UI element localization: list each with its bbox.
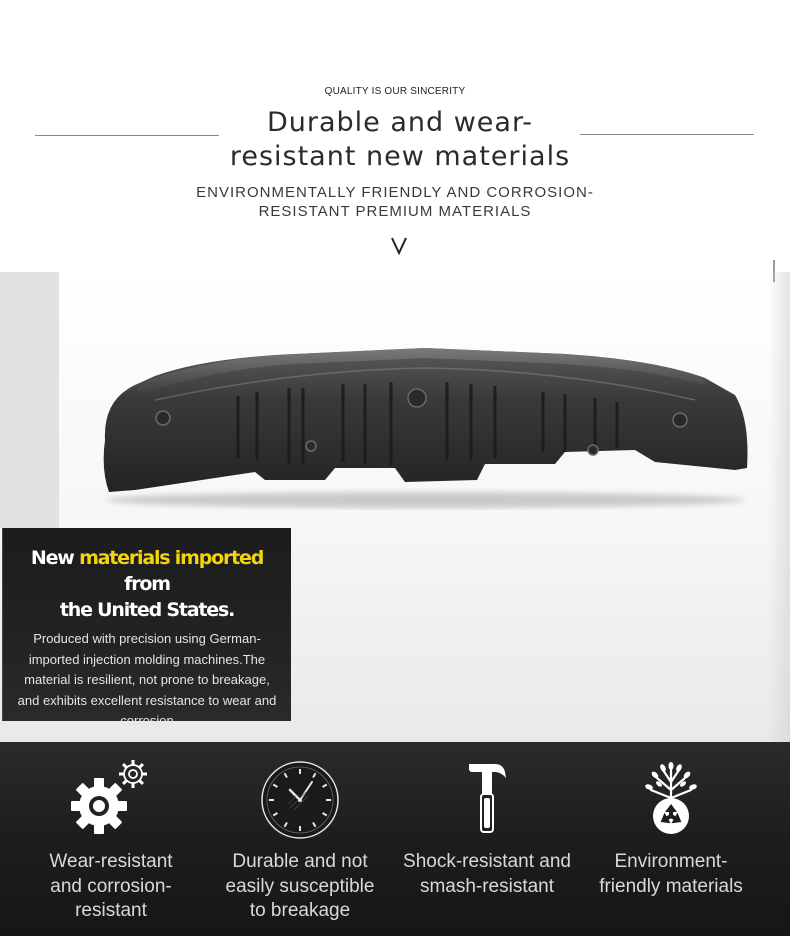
feature-label-line: resistant bbox=[75, 900, 147, 921]
kicker-text: QUALITY IS OUR SINCERITY bbox=[324, 86, 466, 97]
feature-durable bbox=[205, 742, 395, 936]
gears-icon bbox=[71, 760, 151, 836]
feature-wear-resistant bbox=[16, 742, 206, 936]
info-description: Produced with precision using German-imported injection molding machines.The material is resilient, not prone to breakage, and exhibits excellent resistance to wear and corrosion bbox=[17, 631, 277, 728]
feature-label-line: friendly materials bbox=[599, 875, 743, 897]
recycle-tree-icon bbox=[643, 760, 699, 836]
feature-label bbox=[16, 850, 206, 924]
page-title bbox=[205, 106, 595, 174]
features-band bbox=[0, 742, 790, 936]
edge-shade bbox=[768, 272, 790, 742]
header-section bbox=[0, 0, 790, 272]
materials-info-box bbox=[2, 528, 291, 728]
title-word-from: from bbox=[124, 573, 170, 595]
title-word-new: New bbox=[30, 547, 74, 569]
info-title bbox=[3, 545, 291, 623]
feature-label-line: Shock-resistant and bbox=[403, 851, 571, 872]
divider-left bbox=[35, 135, 219, 136]
title-highlight: materials imported bbox=[79, 547, 264, 569]
subtitle bbox=[190, 183, 600, 221]
feature-label bbox=[392, 850, 582, 899]
feature-label-line: smash-resistant bbox=[419, 875, 555, 897]
engine-skid-plate-image bbox=[95, 340, 755, 510]
feature-label-line: Wear-resistant bbox=[49, 851, 173, 872]
feature-label-line: to breakage bbox=[249, 900, 351, 921]
feature-label-line: easily susceptible bbox=[225, 875, 375, 897]
subtitle-line-2: RESISTANT PREMIUM MATERIALS bbox=[258, 203, 532, 220]
feature-label-line: Durable and not bbox=[232, 851, 368, 872]
feature-label bbox=[576, 850, 766, 899]
feature-label-line: Environment- bbox=[614, 851, 728, 872]
subtitle-line-1: ENVIRONMENTALLY FRIENDLY AND CORROSION- bbox=[196, 184, 594, 201]
divider-right bbox=[580, 134, 754, 135]
hammer-icon bbox=[465, 760, 509, 836]
feature-label-line: and corrosion- bbox=[50, 875, 172, 897]
title-line-1: Durable and wear- bbox=[266, 107, 534, 138]
title-line-2: resistant new materials bbox=[229, 141, 571, 172]
feature-eco-friendly bbox=[576, 742, 766, 936]
title-line-2: the United States. bbox=[59, 599, 235, 621]
feature-label bbox=[205, 850, 395, 924]
background-strip bbox=[0, 272, 59, 528]
chevron-down-icon bbox=[387, 234, 411, 256]
clock-icon bbox=[260, 760, 340, 840]
feature-shock-resistant bbox=[392, 742, 582, 936]
